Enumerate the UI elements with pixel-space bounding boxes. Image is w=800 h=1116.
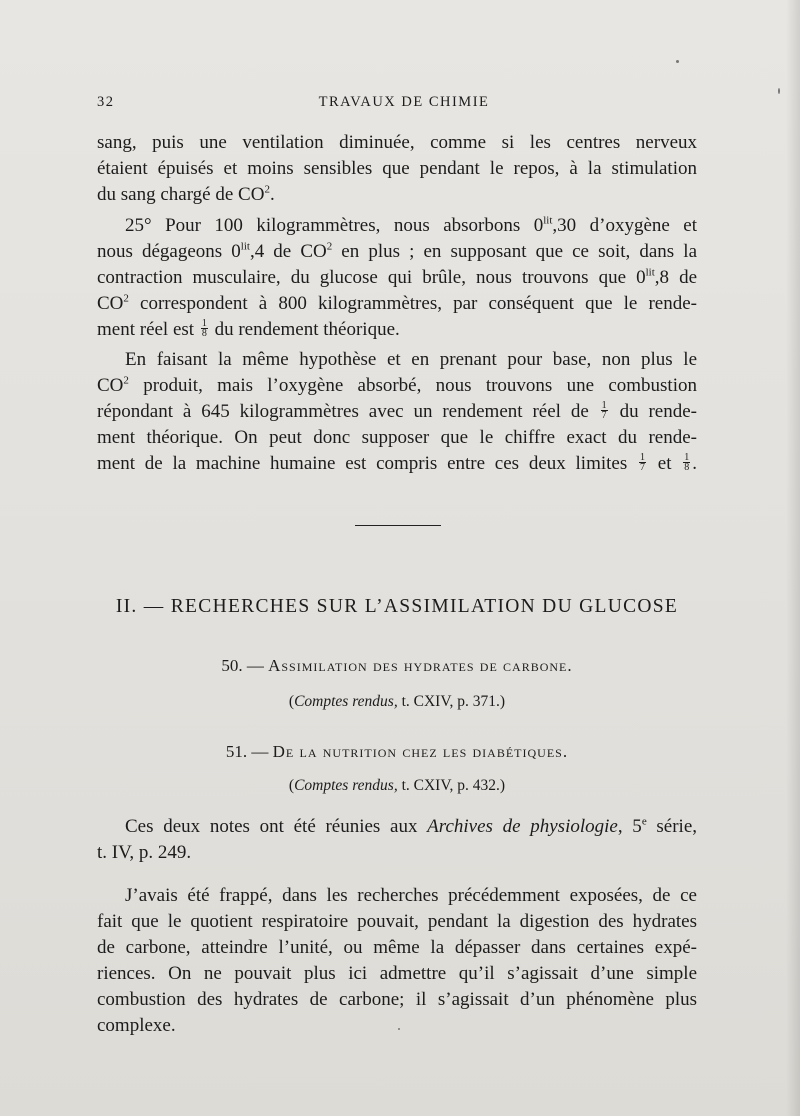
text-line: complexe. — [97, 1015, 176, 1036]
entry-heading-51 — [97, 742, 697, 762]
text-line: du sang chargé de $CO^2$. — [97, 183, 275, 205]
fraction: $\frac{1}{8}$ — [201, 318, 207, 340]
paragraph-hypothese — [97, 347, 697, 477]
text-line: riences. On ne pouvait plus ici admettre qu’il s’agissait d’une simple — [97, 963, 697, 984]
paper-speck — [398, 1028, 400, 1030]
entry-reference-51: (Comptes rendus, t. CXIV, p. 432.) — [288, 777, 506, 794]
text-line: En faisant la même hypothèse et en prenant pour base, non plus le — [125, 349, 697, 370]
text-line: étaient épuisés et moins sensibles que pendant le repos, à la stimulation — [97, 158, 697, 179]
paragraph-archives — [97, 814, 697, 866]
running-title: TRAVAUX DE CHIMIE — [318, 94, 490, 110]
page-header — [97, 94, 697, 114]
text-line: sang, puis une ventilation diminuée, comme si les centres nerveux — [97, 132, 697, 153]
text-line: t. IV, p. 249. — [97, 842, 192, 863]
paper-speck — [778, 88, 780, 94]
text-line: de carbone, atteindre l’unité, ou même la dépasser dans certaines expé- — [97, 937, 697, 958]
paragraph-quotient — [97, 883, 697, 1039]
entry-reference-50: (Comptes rendus, t. CXIV, p. 371.) — [288, 693, 506, 710]
paragraph-ventilation — [97, 130, 697, 208]
text-line: répondant à 645 kilogrammètres avec un rendement réel de $\frac{1}{7}$ du rende- — [97, 400, 698, 422]
entry-title: Assimilation des hydrates de carbone. — [268, 656, 573, 675]
text-line: $CO^2$ produit, mais l’oxygène absorbé, nous trouvons une combustion — [97, 374, 697, 396]
text-line: nous dégageons $0^{lit},4$ de $CO^2$ en plus ; en supposant que ce soit, dans la — [97, 240, 698, 262]
text-line: $CO^2$ correspondent à 800 kilogrammètres, par conséquent que le rende- — [97, 292, 697, 314]
page-number: 32 — [97, 94, 115, 110]
text-line: Ces deux notes ont été réunies aux Archives de physiologie, 5e série, — [125, 815, 698, 837]
text-line: ment théorique. On peut donc supposer que le chiffre exact du rende- — [97, 427, 697, 448]
entry-heading-50 — [97, 656, 697, 676]
fraction: $\frac{1}{8}$ — [684, 452, 690, 474]
text-line: combustion des hydrates de carbone; il s’agissait d’un phénomène plus — [97, 989, 697, 1010]
entry-number: 51. — — [225, 742, 273, 761]
paper-speck — [676, 60, 679, 63]
page-edge-shadow — [786, 0, 800, 1116]
section-divider-rule — [355, 525, 441, 526]
text-line: contraction musculaire, du glucose qui brûle, nous trouvons que $0^{lit},8$ de — [97, 266, 697, 288]
paragraph-kilogrammetres — [97, 213, 697, 343]
entry-title: De la nutrition chez les diabétiques. — [272, 742, 569, 761]
entry-number: 50. — — [221, 656, 269, 675]
section-heading: II. — RECHERCHES SUR L’ASSIMILATION DU GLUCOSE — [115, 596, 679, 617]
text-line: J’avais été frappé, dans les recherches précédemment exposées, de ce — [125, 885, 697, 906]
text-line: 25° Pour 100 kilogrammètres, nous absorbons $0^{lit},30$ d’oxygène et — [125, 214, 697, 236]
text-line: fait que le quotient respiratoire pouvait, pendant la digestion des hydrates — [97, 911, 697, 932]
fraction: $\frac{1}{7}$ — [601, 400, 607, 422]
text-line: ment réel est $\frac{1}{8}$ du rendement théorique. — [97, 318, 400, 340]
text-line: ment de la machine humaine est compris entre ces deux limites $\frac{1}{7}$ et $\frac{1}{8}$ . — [97, 452, 698, 474]
fraction: $\frac{1}{7}$ — [640, 452, 646, 474]
